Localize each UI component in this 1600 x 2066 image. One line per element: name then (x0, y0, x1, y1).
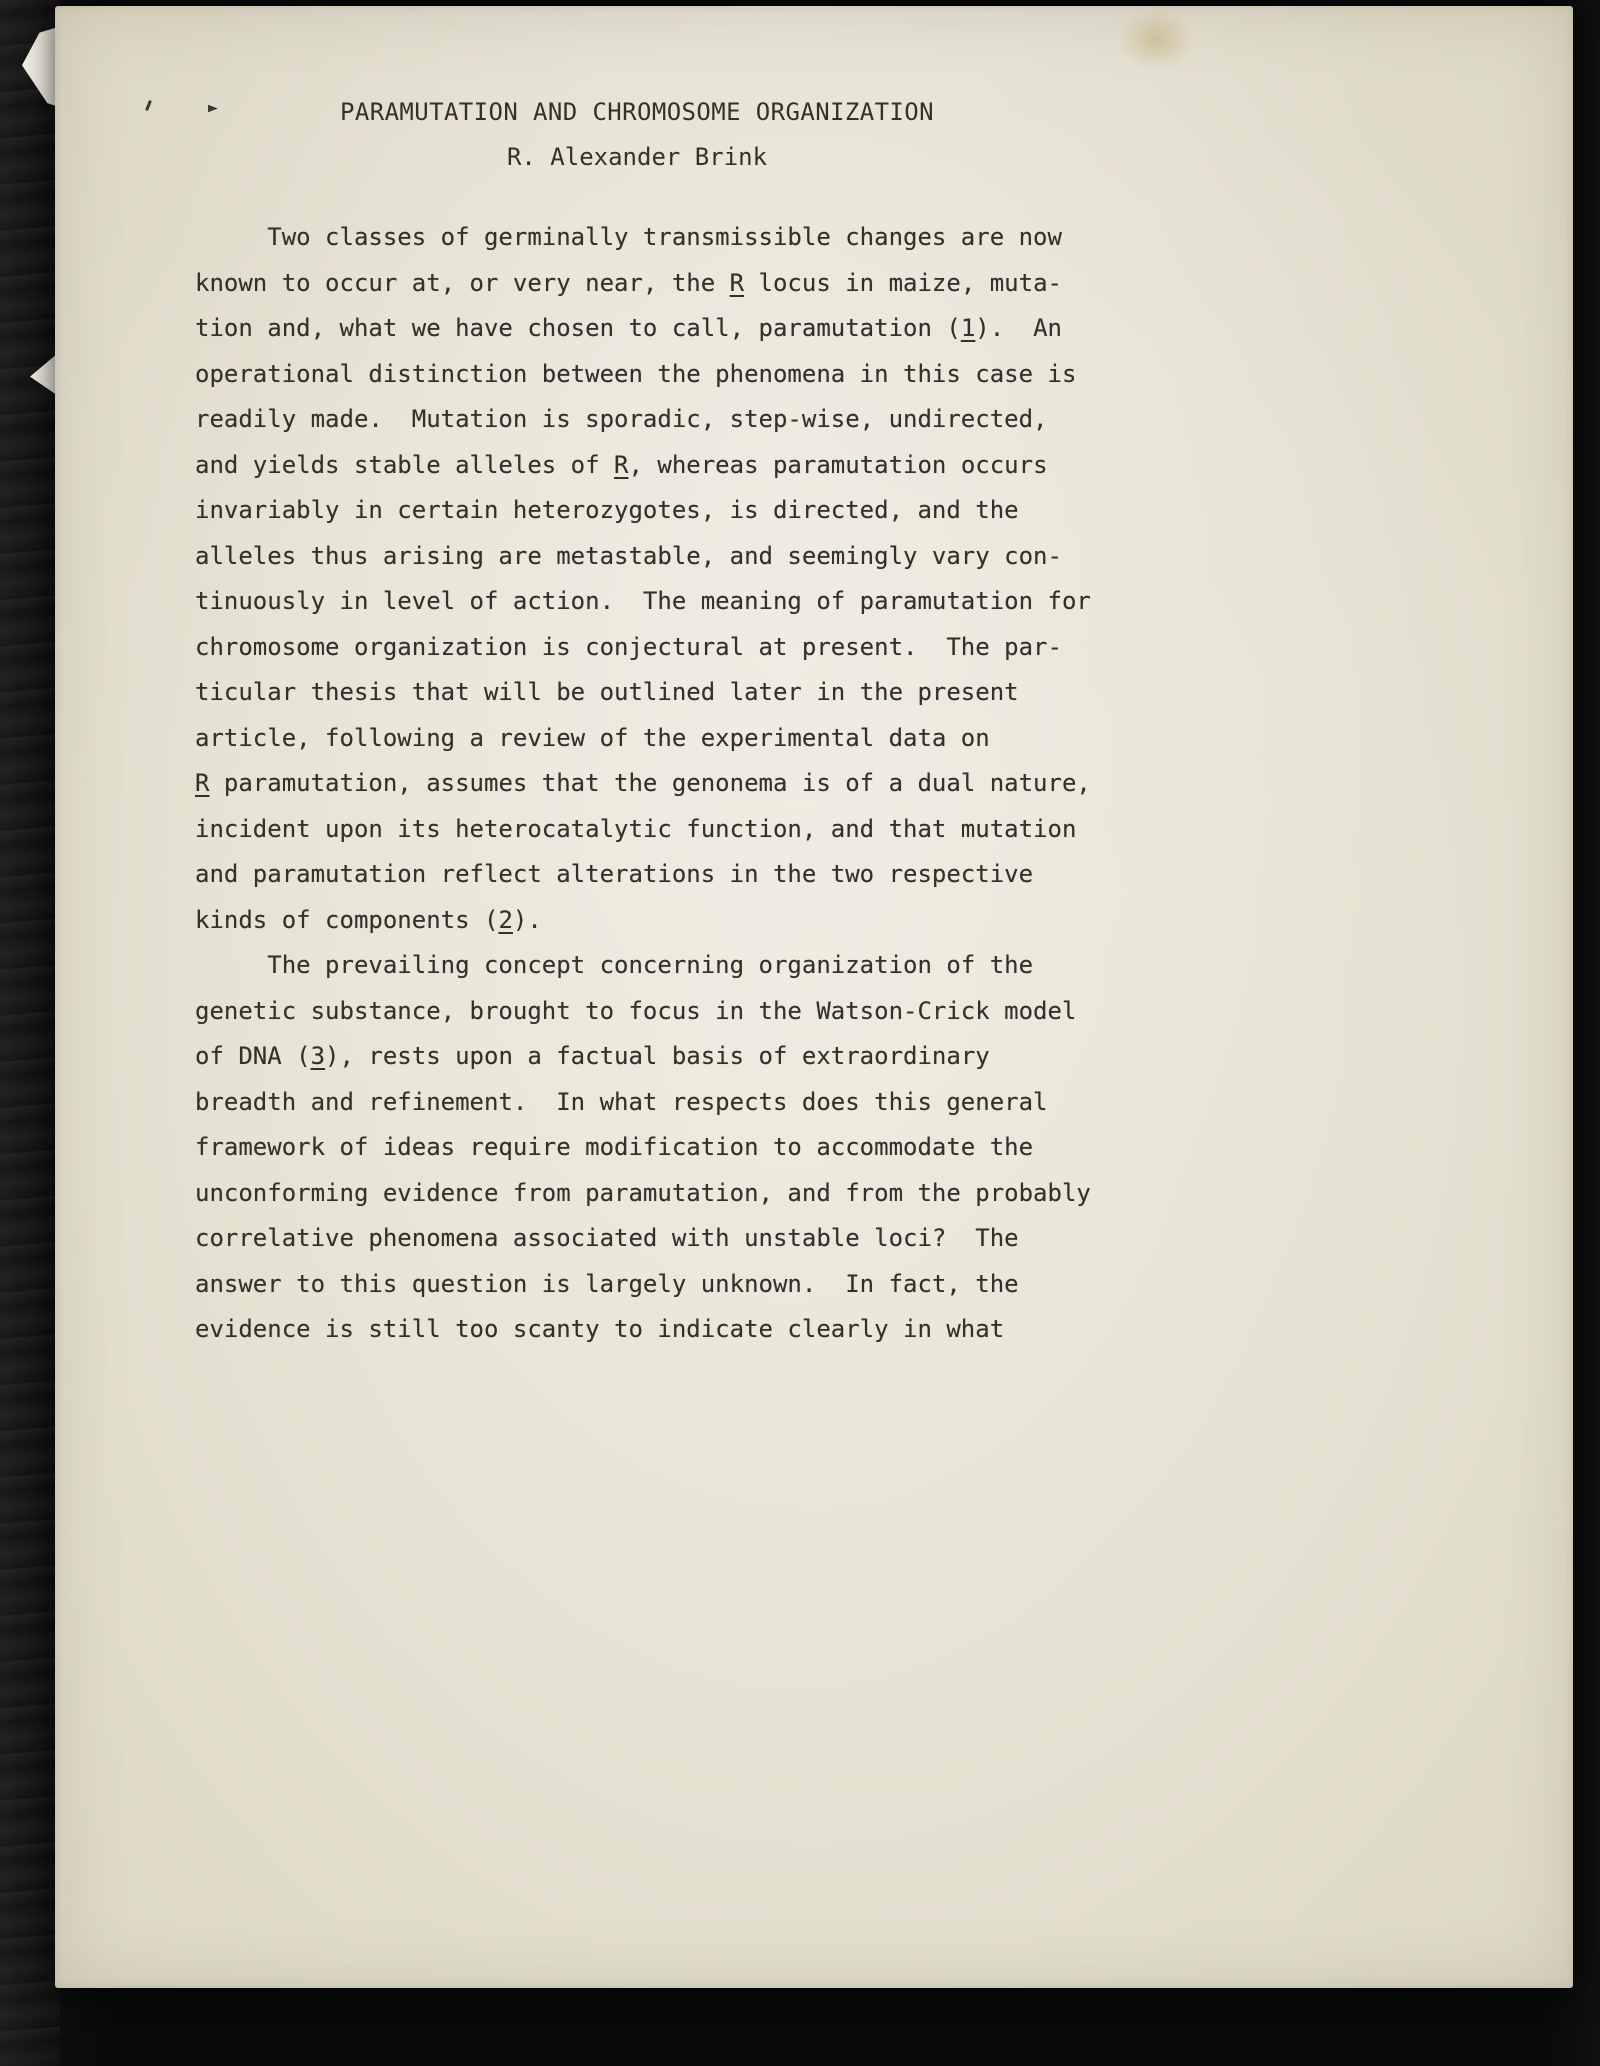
text-line: ticular thesis that will be outlined later in the present (195, 678, 1019, 706)
paper-stain (1118, 8, 1194, 70)
text-line: R paramutation, assumes that the genonema is of a dual nature, (195, 769, 1091, 797)
text-line: known to occur at, or very near, the R locus in maize, muta- (195, 268, 1062, 297)
text-line: correlative phenomena associated with unstable loci? The (195, 1224, 1019, 1252)
text-line: chromosome organization is conjectural at present. The par- (195, 632, 1062, 661)
text-line: operational distinction between the phenomena in this case is (195, 359, 1077, 388)
text-line: alleles thus arising are metastable, and seemingly vary con- (195, 541, 1062, 570)
page-title: PARAMUTATION AND CHROMOSOME ORGANIZATION (340, 98, 934, 126)
pen-mark-tick (145, 100, 152, 111)
text-line: unconforming evidence from paramutation, and from the probably (195, 1178, 1091, 1207)
text-line: tion and, what we have chosen to call, paramutation (1). An (195, 314, 1062, 342)
text-line: tinuously in level of action. The meaning of paramutation for (195, 587, 1091, 615)
text-line: readily made. Mutation is sporadic, step-wise, undirected, (195, 405, 1048, 433)
text-line: and paramutation reflect alterations in the two respective (195, 860, 1034, 888)
text-line: article, following a review of the experimental data on (195, 723, 990, 752)
text-line: Two classes of germinally transmissible changes are now (195, 223, 1062, 251)
text-line: breadth and refinement. In what respects does this general (195, 1087, 1048, 1116)
typescript-content (195, 94, 1091, 1353)
text-line: genetic substance, brought to focus in the Watson-Crick model (195, 996, 1077, 1025)
text-line: answer to this question is largely unknown. In fact, the (195, 1269, 1019, 1298)
document-body (195, 215, 1091, 1353)
text-line: framework of ideas require modification to accommodate the (195, 1133, 1034, 1161)
text-line: evidence is still too scanty to indicate clearly in what (195, 1315, 1005, 1343)
text-line: kinds of components (2). (195, 905, 542, 934)
text-line: of DNA (3), rests upon a factual basis of extraordinary (195, 1042, 990, 1070)
text-line: and yields stable alleles of R, whereas paramutation occurs (195, 450, 1048, 479)
text-line: invariably in certain heterozygotes, is directed, and the (195, 496, 1019, 524)
text-line: incident upon its heterocatalytic function, and that mutation (195, 814, 1077, 843)
text-line: The prevailing concept concerning organization of the (195, 951, 1034, 979)
paper-page (55, 6, 1573, 1988)
page-author: R. Alexander Brink (506, 143, 768, 171)
